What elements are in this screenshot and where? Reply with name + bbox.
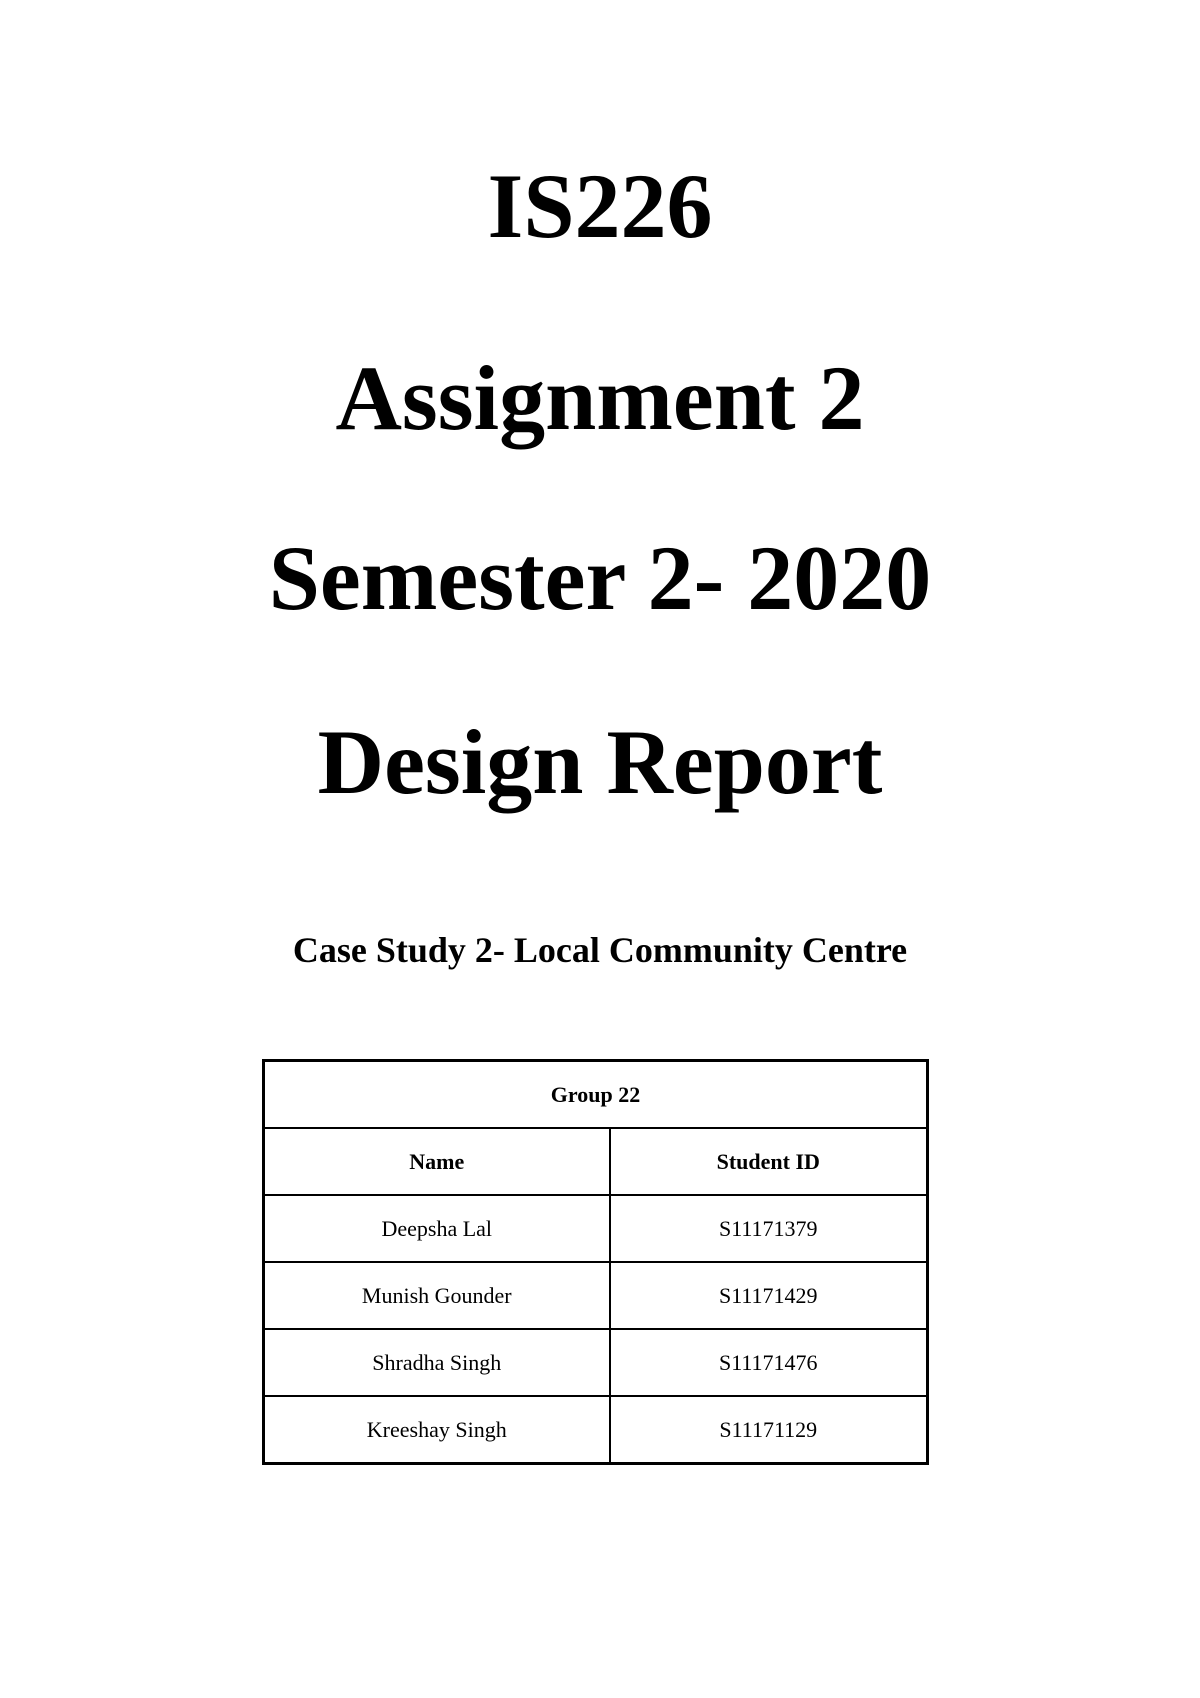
member-name: Kreeshay Singh bbox=[264, 1396, 610, 1463]
course-code-title: IS226 bbox=[487, 155, 713, 257]
member-name: Deepsha Lal bbox=[264, 1195, 610, 1262]
member-student-id: S11171429 bbox=[610, 1262, 928, 1329]
column-header-row bbox=[264, 1128, 928, 1195]
table-row bbox=[264, 1262, 928, 1329]
member-name: Munish Gounder bbox=[264, 1262, 610, 1329]
assignment-title: Assignment 2 bbox=[335, 347, 865, 449]
student-id-column-header: Student ID bbox=[610, 1128, 928, 1195]
table-row bbox=[264, 1329, 928, 1396]
group-header-row bbox=[264, 1061, 928, 1128]
name-column-header: Name bbox=[264, 1128, 610, 1195]
group-label: Group 22 bbox=[264, 1061, 928, 1128]
group-members-table bbox=[262, 1059, 929, 1465]
member-student-id: S11171476 bbox=[610, 1329, 928, 1396]
table-row bbox=[264, 1195, 928, 1262]
case-study-subtitle: Case Study 2- Local Community Centre bbox=[292, 930, 908, 970]
semester-title: Semester 2- 2020 bbox=[268, 527, 932, 629]
member-student-id: S11171379 bbox=[610, 1195, 928, 1262]
member-name: Shradha Singh bbox=[264, 1329, 610, 1396]
report-type-title: Design Report bbox=[317, 711, 883, 813]
member-student-id: S11171129 bbox=[610, 1396, 928, 1463]
table-row bbox=[264, 1396, 928, 1463]
